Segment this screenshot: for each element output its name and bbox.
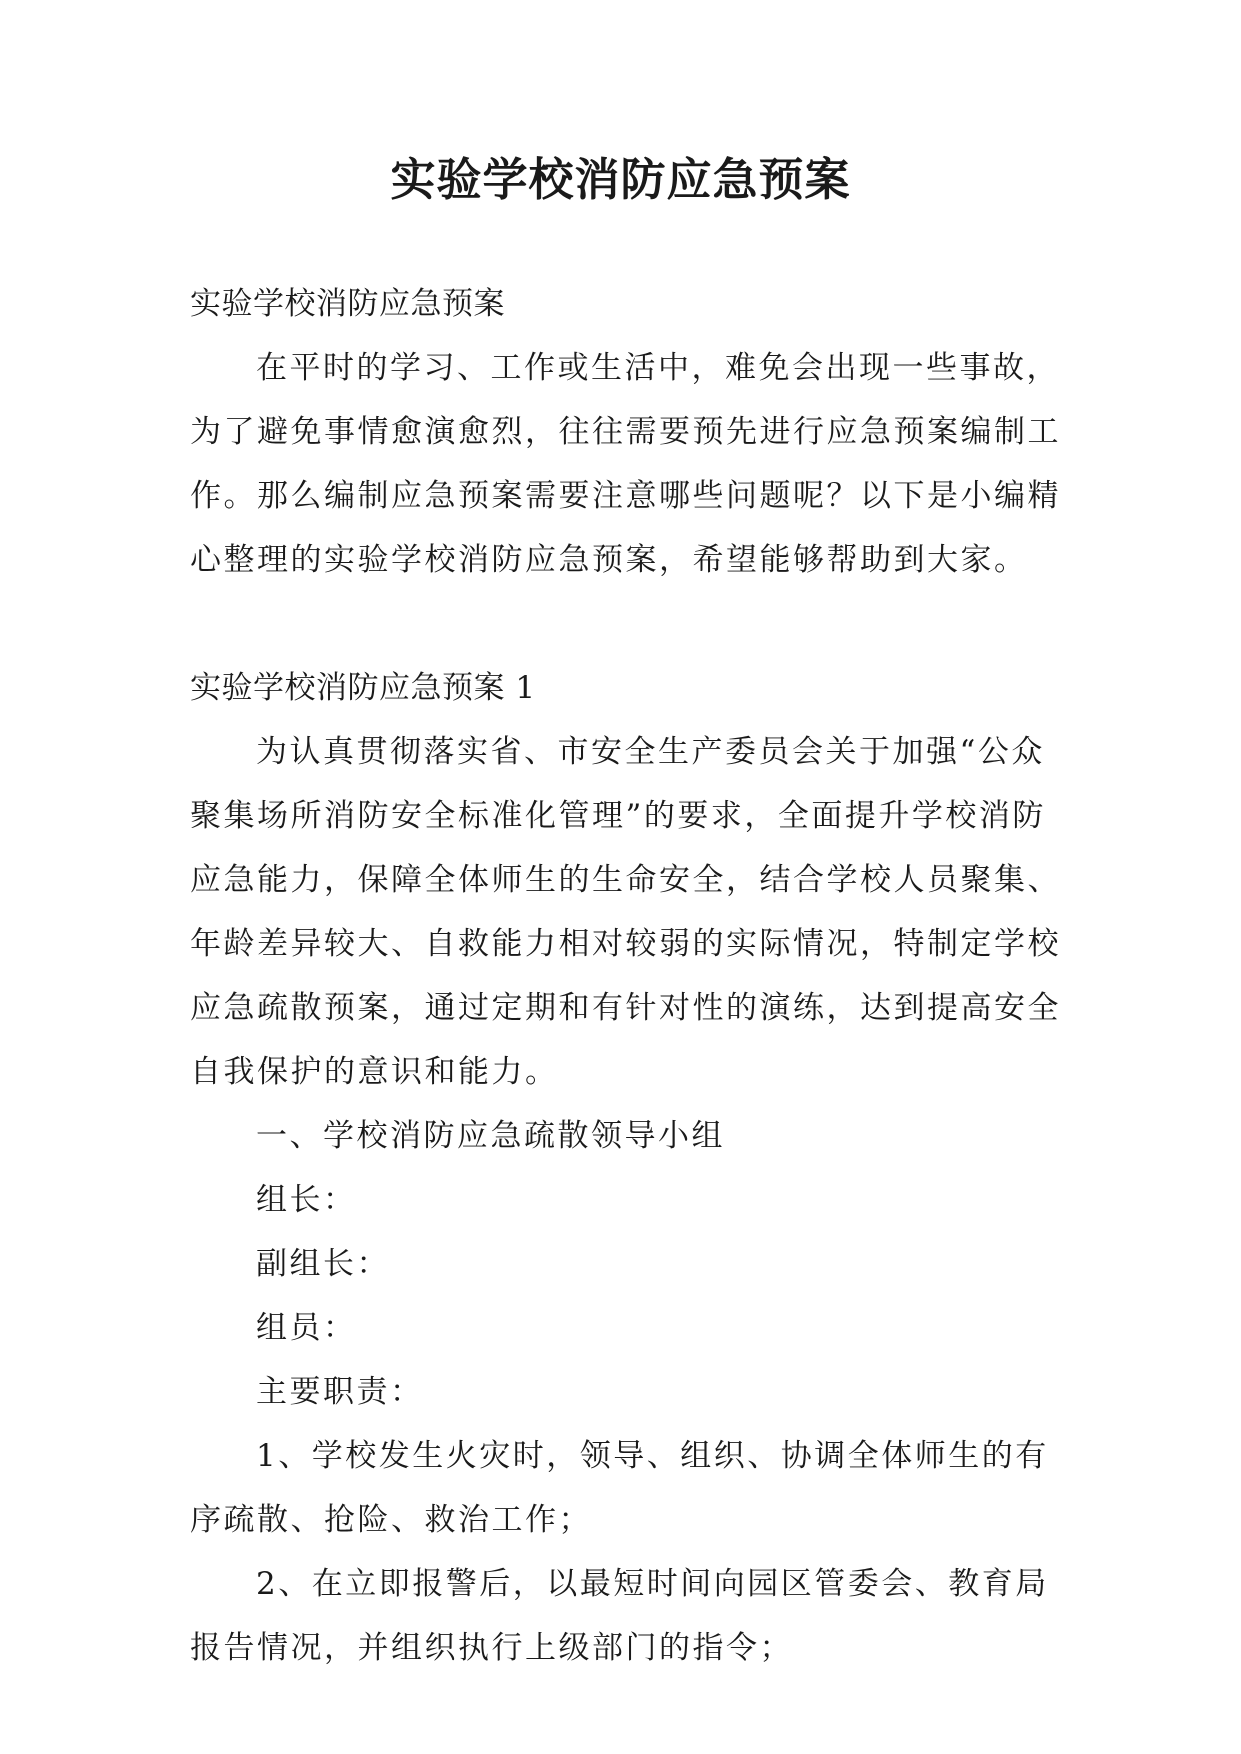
text-line: 年龄差异较大、自救能力相对较弱的实际情况，特制定学校 xyxy=(190,926,1061,962)
leader-field: 组长： xyxy=(256,1182,357,1218)
purpose-paragraph xyxy=(190,732,1090,1092)
subsection-heading: 实验学校消防应急预案 1 xyxy=(190,670,536,706)
document-title: 实验学校消防应急预案 xyxy=(390,153,851,206)
text-line: 心整理的实验学校消防应急预案，希望能够帮助到大家。 xyxy=(190,542,1028,578)
text-line: 2、在立即报警后，以最短时间向园区管委会、教育局 xyxy=(256,1566,1049,1602)
text-line: 聚集场所消防安全标准化管理”的要求，全面提升学校消防 xyxy=(190,798,1046,834)
deputy-leader-field: 副组长： xyxy=(256,1246,390,1282)
duty-item-1 xyxy=(190,1436,1090,1540)
section-1-title: 一、学校消防应急疏散领导小组 xyxy=(256,1118,725,1154)
text-line: 1、学校发生火灾时，领导、组织、协调全体师生的有 xyxy=(256,1438,1049,1474)
section-heading: 实验学校消防应急预案 xyxy=(190,286,505,322)
intro-paragraph xyxy=(190,348,1090,580)
text-line: 在平时的学习、工作或生活中，难免会出现一些事故， xyxy=(256,350,1060,386)
duties-title: 主要职责： xyxy=(256,1374,424,1410)
text-line: 为了避免事情愈演愈烈，往往需要预先进行应急预案编制工 xyxy=(190,414,1061,450)
members-field: 组员： xyxy=(256,1310,357,1346)
text-line: 报告情况，并组织执行上级部门的指令； xyxy=(190,1630,793,1666)
text-line: 自我保护的意识和能力。 xyxy=(190,1054,559,1090)
text-line: 应急疏散预案，通过定期和有针对性的演练，达到提高安全 xyxy=(190,990,1061,1026)
text-line: 应急能力，保障全体师生的生命安全，结合学校人员聚集、 xyxy=(190,862,1061,898)
duty-item-2 xyxy=(190,1564,1090,1668)
text-line: 为认真贯彻落实省、市安全生产委员会关于加强“公众 xyxy=(256,734,1045,770)
text-line: 作。那么编制应急预案需要注意哪些问题呢？以下是小编精 xyxy=(190,478,1061,514)
document-body xyxy=(190,284,1090,1692)
text-line: 序疏散、抢险、救治工作； xyxy=(190,1502,592,1538)
